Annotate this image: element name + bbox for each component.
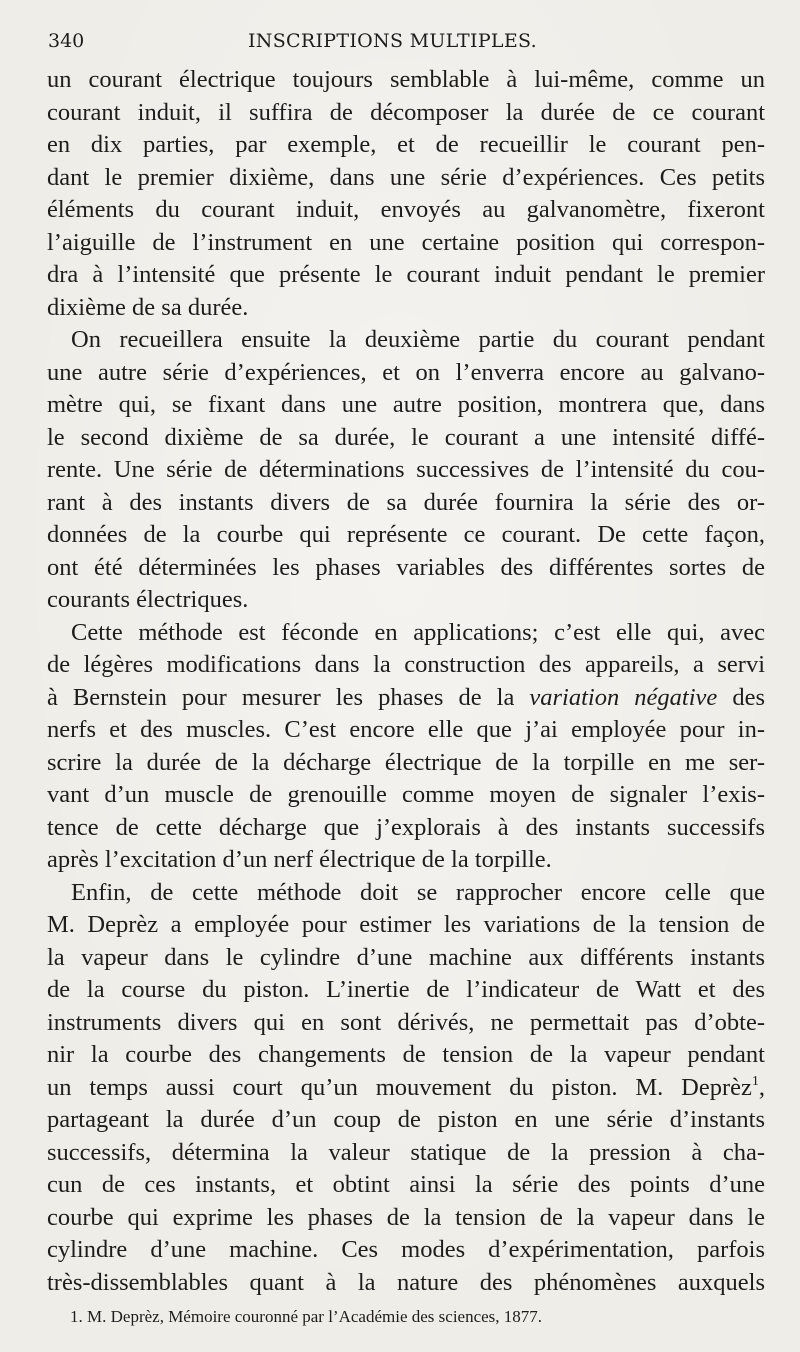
text-line: Cette méthode est féconde en applications; c’est elle qui, avec (71, 618, 765, 646)
text-line: On recueillera ensuite la deuxième partie du courant pendant (71, 326, 765, 353)
text-line: très-dissemblables quant à la nature des phénomènes auxquels (47, 1268, 765, 1296)
text-line: tence de cette décharge que j’explorais à des instants successifs (47, 813, 765, 841)
text-line: courants électriques. (47, 586, 249, 613)
text-line: la vapeur dans le cylindre d’une machine aux différents instants (47, 943, 765, 971)
text-line: M. Deprèz a employée pour estimer les variations de la tension de (47, 911, 765, 938)
text-line: un courant électrique toujours semblable à lui-même, comme un (47, 66, 765, 93)
body-text (47, 64, 765, 1299)
running-head (48, 30, 768, 58)
text-line: de légères modifications dans la construction des appareils, a servi (47, 651, 765, 678)
text-line: partageant la durée d’un coup de piston en une série d’instants (47, 1106, 765, 1133)
text-segment: un temps aussi court qu’un mouvement du piston. M. Deprèz (47, 1073, 752, 1101)
text-line: nir la courbe des changements de tension de la vapeur pendant (47, 1041, 765, 1068)
page-number: 340 (48, 30, 85, 52)
italic-term: variation négative (529, 683, 718, 711)
text-line: mètre qui, se fixant dans une autre position, montrera que, dans (47, 391, 765, 418)
text-line: vant d’un muscle de grenouille comme moyen de signaler l’exis- (47, 781, 765, 808)
text-line: cun de ces instants, et obtint ainsi la série des points d’une (47, 1171, 765, 1198)
text-line: de la course du piston. L’inertie de l’indicateur de Watt et des (47, 976, 765, 1003)
text-segment: des (732, 683, 765, 711)
text-segment: à Bernstein pour mesurer les phases de la (47, 683, 515, 711)
text-line: nerfs et des muscles. C’est encore elle que j’ai employée pour in- (47, 716, 765, 743)
text-line: successifs, détermina la valeur statique de la pression à cha- (47, 1138, 765, 1166)
text-line: rente. Une série de déterminations successives de l’intensité du cou- (47, 456, 765, 483)
text-line: scrire la durée de la décharge électrique de la torpille en me ser- (47, 748, 765, 776)
text-line: Enfin, de cette méthode doit se rapprocher encore celle que (71, 878, 765, 906)
text-line: courant induit, il suffira de décomposer la durée de ce courant (47, 98, 765, 126)
text-line: dra à l’intensité que présente le courant induit pendant le premier (47, 261, 765, 288)
text-line: cylindre d’une machine. Ces modes d’expérimentation, parfois (47, 1236, 765, 1263)
running-title: INSCRIPTIONS MULTIPLES. (248, 30, 537, 52)
text-line: éléments du courant induit, envoyés au galvanomètre, fixeront (47, 196, 765, 223)
text-line: l’aiguille de l’instrument en une certaine position qui correspon- (47, 228, 765, 256)
text-line: dant le premier dixième, dans une série d’expériences. Ces petits (47, 163, 765, 191)
text-segment: , (758, 1073, 765, 1101)
text-line (47, 682, 765, 715)
footnote: 1. M. Deprèz, Mémoire couronné par l’Académie des sciences, 1877. (70, 1307, 543, 1326)
text-line: rant à des instants divers de sa durée fournira la série des or- (47, 488, 765, 516)
text-line: le second dixième de sa durée, le courant a une intensité diffé- (47, 423, 765, 451)
text-line: après l’excitation d’un nerf électrique de la torpille. (47, 846, 552, 873)
text-line: ont été déterminées les phases variables des différentes sortes de (47, 553, 765, 581)
text-line: courbe qui exprime les phases de la tension de la vapeur dans le (47, 1203, 765, 1231)
footnote-marker: 1 (751, 1073, 759, 1089)
text-line: données de la courbe qui représente ce courant. De cette façon, (47, 521, 765, 548)
text-line: une autre série d’expériences, et on l’enverra encore au galvano- (47, 358, 765, 386)
text-line: dixième de sa durée. (47, 293, 249, 321)
text-line: en dix parties, par exemple, et de recueillir le courant pen- (47, 131, 765, 158)
text-line: instruments divers qui en sont dérivés, ne permettait pas d’obte- (47, 1008, 765, 1036)
text-line (47, 1072, 765, 1105)
